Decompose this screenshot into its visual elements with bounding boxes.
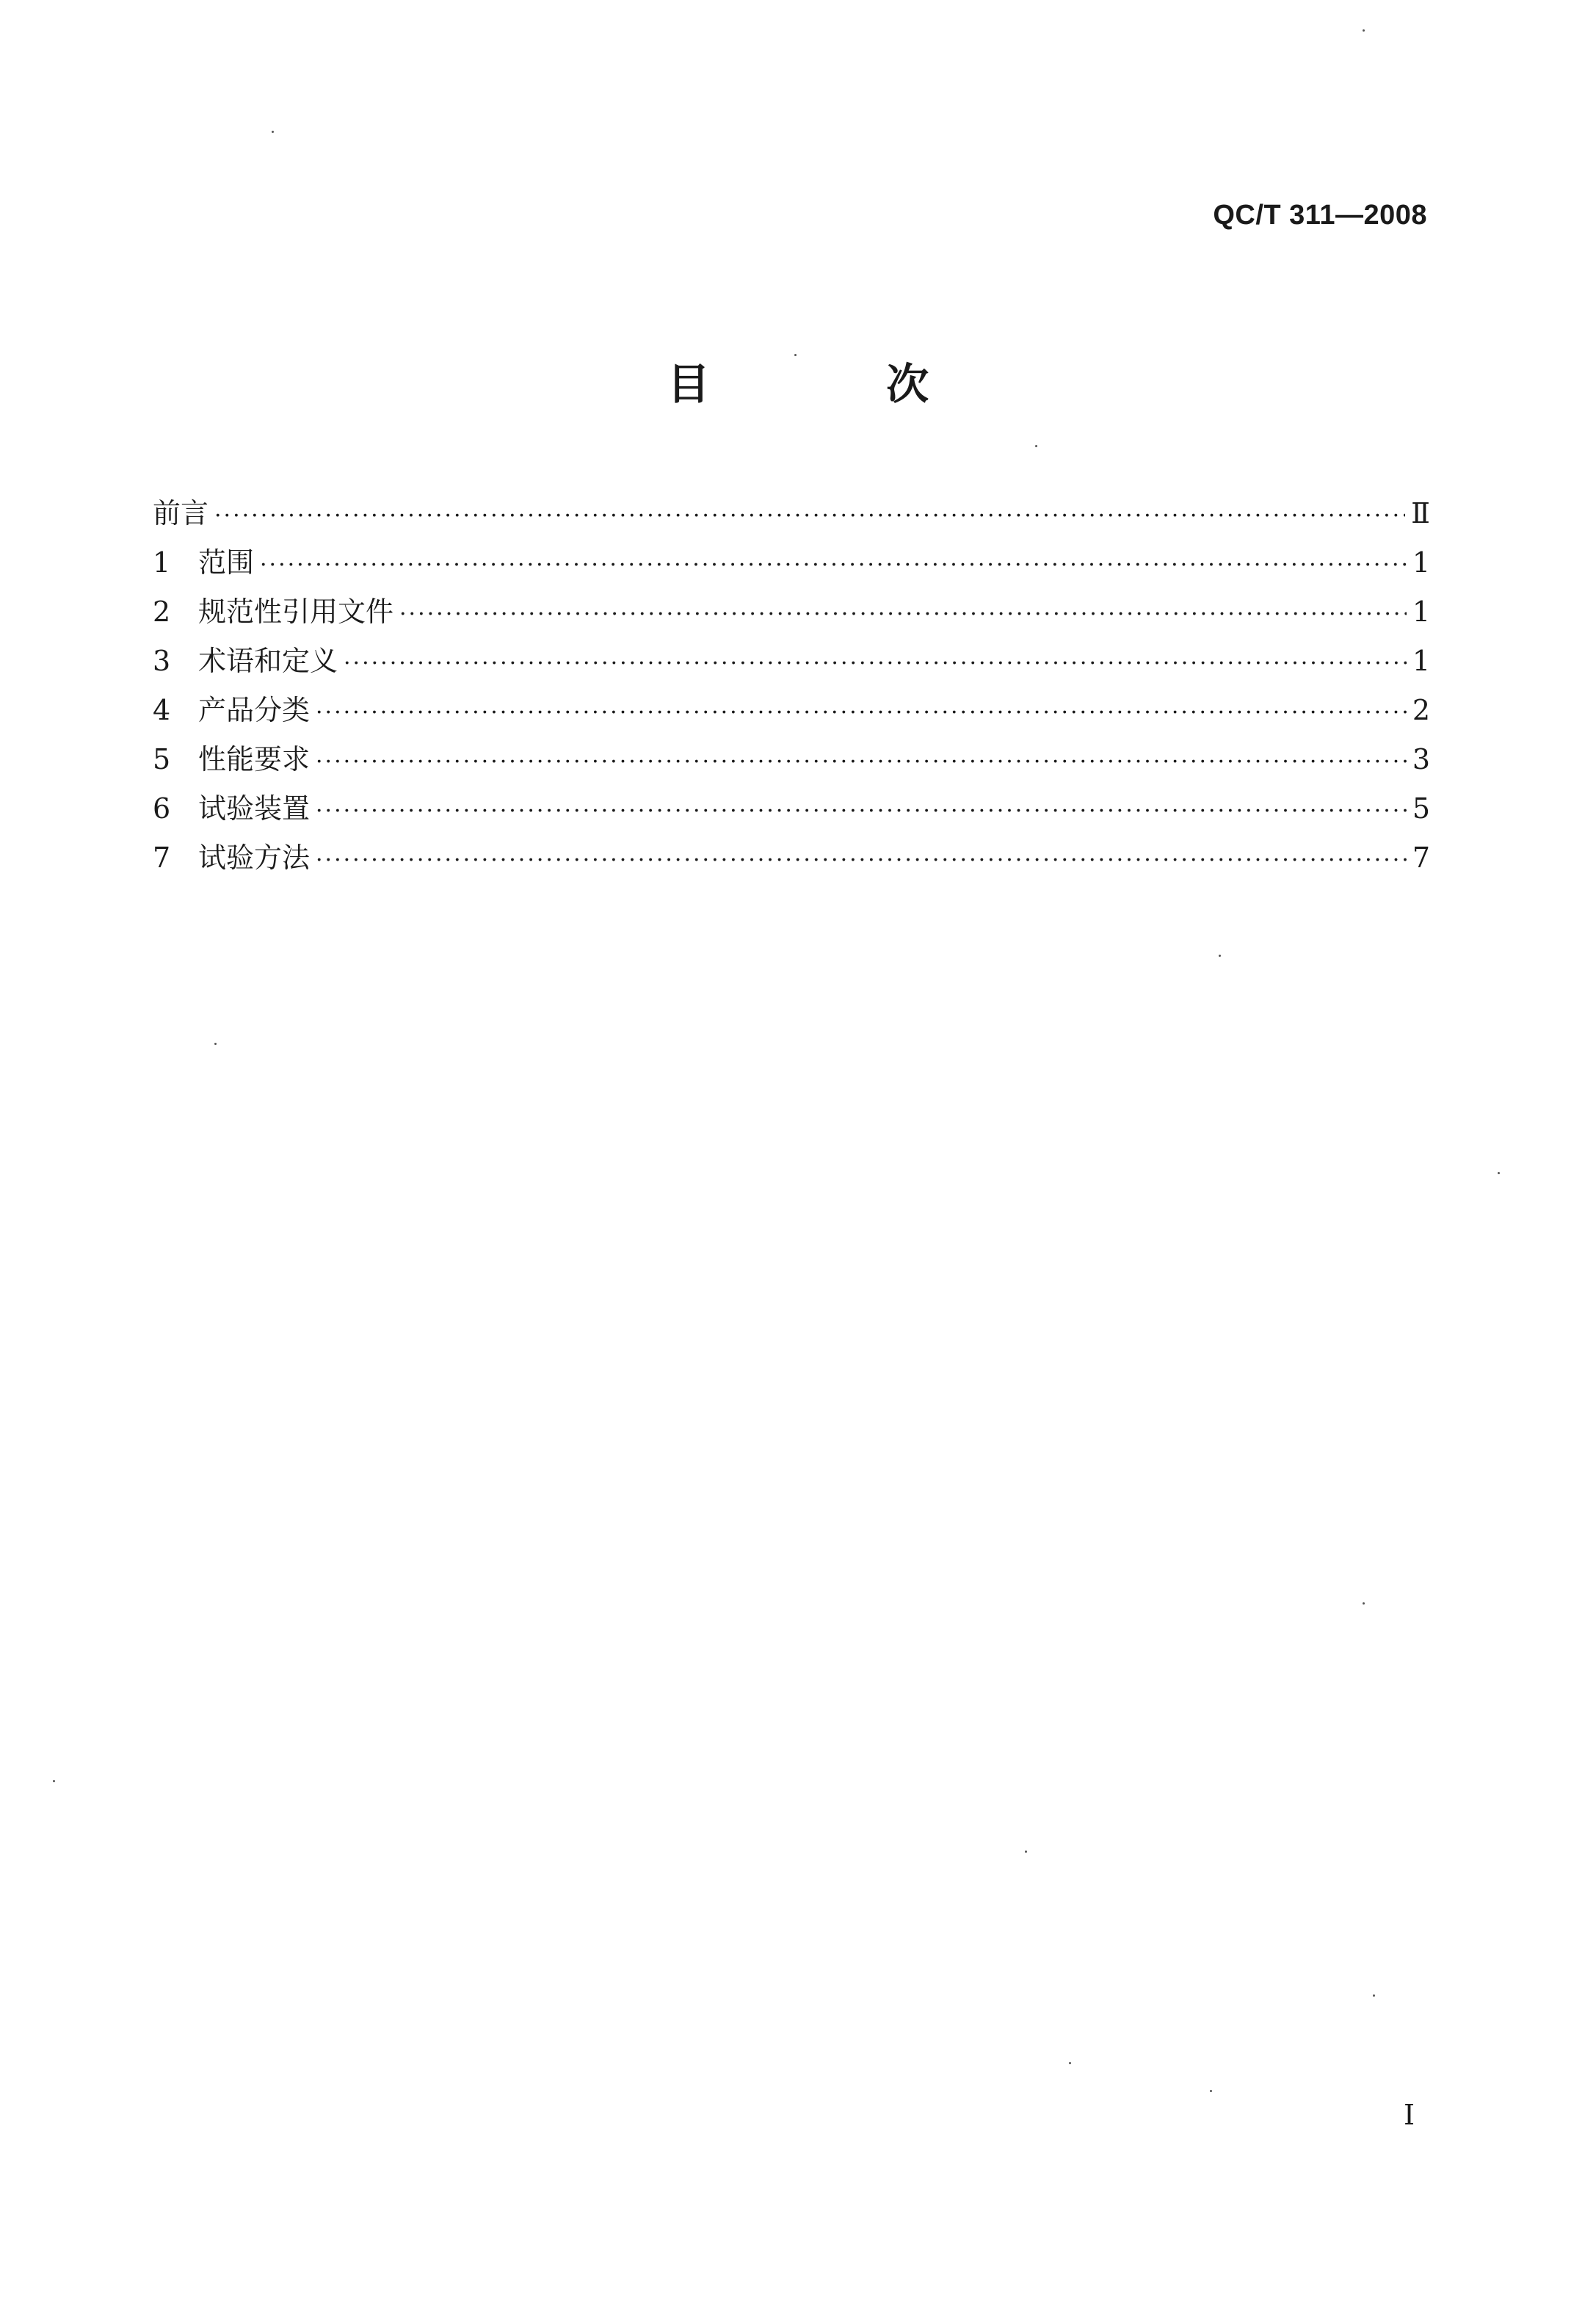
toc-leader-dots [316, 688, 1407, 737]
toc-entry-number: 5 [153, 743, 171, 775]
toc-entry-1[interactable] [153, 538, 1430, 587]
toc-entry-number: 4 [153, 694, 171, 726]
scan-speck [1069, 2062, 1071, 2064]
toc-entry-title: 产品分类 [198, 694, 311, 726]
page-title: 目 次 [667, 359, 1010, 409]
toc-entry-number: 1 [153, 546, 171, 579]
toc-entry-title: 试验方法 [198, 842, 311, 874]
toc-entry-page: 5 [1412, 792, 1430, 825]
scan-speck [214, 1043, 217, 1045]
scan-speck [1363, 1602, 1365, 1605]
toc-leader-dots [316, 786, 1407, 836]
toc-entry-number: 7 [153, 842, 171, 874]
toc-leader-dots [260, 540, 1407, 590]
toc-entry-5[interactable] [153, 735, 1430, 784]
toc-entry-4[interactable] [153, 686, 1430, 735]
toc-entry-page: 3 [1412, 743, 1430, 775]
toc-entry-number: 6 [153, 792, 171, 825]
toc-entry-page: 2 [1412, 694, 1430, 726]
toc-entry-page: 1 [1412, 546, 1430, 579]
toc-entry-page: 1 [1412, 645, 1430, 677]
toc-leader-dots [344, 639, 1407, 688]
scan-speck [1219, 955, 1221, 957]
toc-entry-2[interactable] [153, 587, 1430, 637]
toc-entry-foreword[interactable] [153, 489, 1430, 538]
toc-entry-title: 规范性引用文件 [198, 596, 394, 628]
scan-speck [1373, 1994, 1375, 1997]
scan-speck [1363, 29, 1365, 32]
scan-speck [794, 354, 797, 356]
toc-entry-page: 1 [1412, 596, 1430, 628]
toc-entry-7[interactable] [153, 833, 1430, 883]
toc-entry-title: 性能要求 [198, 743, 311, 775]
toc-entry-title: 前言 [153, 497, 209, 529]
scan-speck [1025, 1851, 1027, 1853]
scan-speck [272, 131, 274, 133]
toc-entry-3[interactable] [153, 637, 1430, 686]
scan-speck [1210, 2090, 1212, 2092]
toc-entry-title: 试验装置 [198, 792, 311, 825]
toc-leader-dots [214, 491, 1405, 540]
table-of-contents [153, 489, 1430, 883]
toc-entry-6[interactable] [153, 784, 1430, 833]
page-number: I [1404, 2099, 1415, 2131]
toc-leader-dots [316, 836, 1407, 885]
standard-code: QC/T 311—2008 [1213, 200, 1427, 231]
toc-entry-number: 3 [153, 645, 171, 677]
toc-entry-title: 术语和定义 [198, 645, 338, 677]
scan-speck [1498, 1172, 1500, 1174]
toc-entry-title: 范围 [198, 546, 255, 579]
toc-leader-dots [399, 590, 1407, 639]
toc-entry-number: 2 [153, 596, 171, 628]
scan-speck [53, 1780, 55, 1782]
toc-entry-page: 7 [1412, 842, 1430, 874]
scan-speck [1035, 445, 1037, 447]
toc-entry-page: Ⅱ [1411, 497, 1430, 529]
toc-leader-dots [316, 737, 1407, 786]
